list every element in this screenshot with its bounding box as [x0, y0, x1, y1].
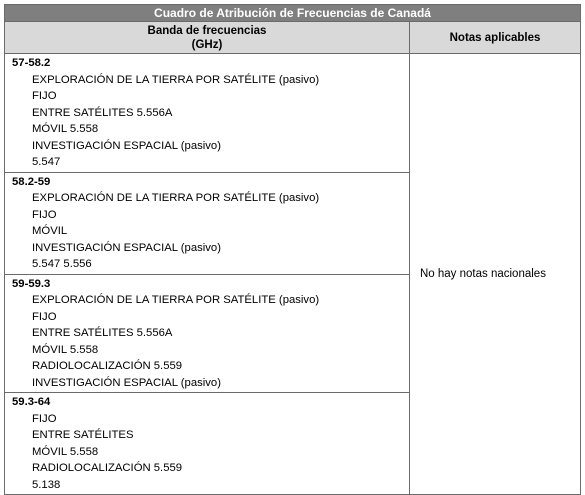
band-cell	[5, 393, 410, 495]
service-item: 5.547	[32, 156, 61, 168]
service-item: 5.138	[32, 478, 61, 491]
service-item: FIJO	[32, 90, 57, 102]
service-item: ENTRE SATÉLITES	[32, 429, 134, 441]
service-item: RADIOLOCALIZACIÓN 5.559	[32, 462, 183, 474]
service-item: RADIOLOCALIZACIÓN 5.559	[32, 360, 183, 372]
service-item: MÓVIL 5.558	[32, 123, 99, 135]
service-item: EXPLORACIÓN DE LA TIERRA POR SATÉLITE (pasivo)	[32, 73, 320, 86]
band-column-header	[5, 22, 410, 54]
service-item: MÓVIL	[32, 225, 68, 237]
allocation-table-container	[4, 4, 580, 495]
table-title: Cuadro de Atribución de Frecuencias de Canadá	[5, 5, 581, 22]
service-item: EXPLORACIÓN DE LA TIERRA POR SATÉLITE (pasivo)	[32, 294, 320, 306]
band-cell	[5, 274, 410, 393]
notes-cell: No hay notas nacionales	[410, 54, 581, 495]
allocation-table	[4, 4, 581, 495]
service-item: FIJO	[32, 208, 57, 221]
table-row	[5, 54, 581, 173]
service-item: INVESTIGACIÓN ESPACIAL (pasivo)	[32, 376, 221, 389]
band-cell	[5, 54, 410, 173]
band-header-line2: (GHz)	[191, 38, 223, 51]
band-name: 58.2-59	[12, 175, 51, 188]
service-item: ENTRE SATÉLITES 5.556A	[32, 327, 173, 339]
service-item: INVESTIGACIÓN ESPACIAL (pasivo)	[32, 139, 221, 152]
band-name: 59-59.3	[12, 277, 51, 290]
service-item: EXPLORACIÓN DE LA TIERRA POR SATÉLITE (pasivo)	[32, 192, 320, 204]
service-item: MÓVIL 5.558	[32, 343, 99, 356]
band-header-line1: Banda de frecuencias	[147, 24, 267, 37]
service-item: MÓVIL 5.558	[32, 445, 99, 458]
table-title-row	[5, 5, 581, 22]
service-item: ENTRE SATÉLITES 5.556A	[32, 106, 173, 119]
band-cell	[5, 172, 410, 274]
band-name: 59.3-64	[12, 396, 51, 408]
service-item: FIJO	[32, 310, 57, 323]
service-item: INVESTIGACIÓN ESPACIAL (pasivo)	[32, 241, 221, 254]
service-item: 5.547 5.556	[32, 258, 92, 270]
notes-column-header: Notas aplicables	[410, 22, 581, 54]
table-header-row	[5, 22, 581, 54]
service-item: FIJO	[32, 412, 57, 425]
band-name: 57-58.2	[12, 57, 51, 69]
